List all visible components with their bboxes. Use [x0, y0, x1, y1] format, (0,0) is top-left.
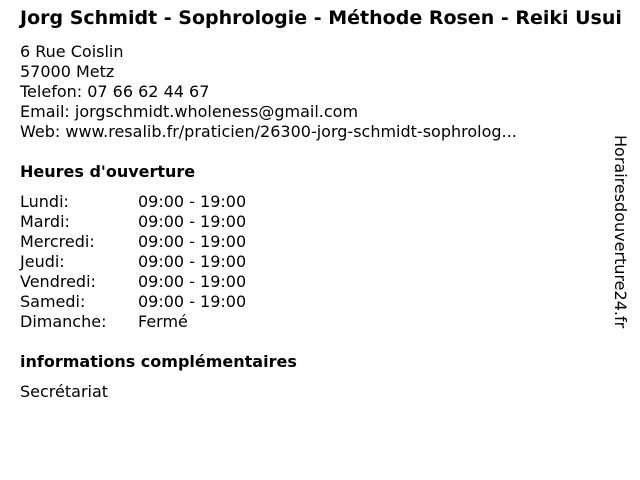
- hours-time: 09:00 - 19:00: [138, 232, 247, 251]
- opening-hours-table: [20, 192, 620, 332]
- phone-number: Telefon: 07 66 62 44 67: [20, 82, 210, 101]
- hours-row: [20, 212, 620, 232]
- additional-info-heading: informations complémentaires: [20, 352, 297, 371]
- hours-day: Samedi:: [20, 292, 86, 311]
- hours-row: [20, 312, 620, 332]
- hours-row: [20, 252, 620, 272]
- hours-row: [20, 232, 620, 252]
- street-address: 6 Rue Coislin: [20, 42, 124, 61]
- hours-time: 09:00 - 19:00: [138, 212, 247, 231]
- hours-day: Vendredi:: [20, 272, 96, 291]
- site-watermark: Horairesdouverture24.fr: [611, 135, 630, 329]
- opening-hours-heading: Heures d'ouverture: [20, 162, 196, 181]
- hours-time: Fermé: [138, 312, 188, 331]
- additional-info-item: Secrétariat: [20, 382, 109, 401]
- hours-day: Lundi:: [20, 192, 69, 211]
- website-url: Web: www.resalib.fr/praticien/26300-jorg-schmidt-sophrolog...: [20, 122, 517, 141]
- hours-day: Jeudi:: [20, 252, 65, 271]
- business-card: [20, 8, 620, 402]
- business-title: Jorg Schmidt - Sophrologie - Méthode Rosen - Reiki Usui: [20, 7, 622, 29]
- hours-time: 09:00 - 19:00: [138, 192, 247, 211]
- hours-row: [20, 192, 620, 212]
- hours-day: Mercredi:: [20, 232, 95, 251]
- hours-time: 09:00 - 19:00: [138, 272, 247, 291]
- address-block: [20, 42, 620, 142]
- hours-time: 09:00 - 19:00: [138, 292, 247, 311]
- hours-day: Mardi:: [20, 212, 70, 231]
- city-address: 57000 Metz: [20, 62, 115, 81]
- hours-time: 09:00 - 19:00: [138, 252, 247, 271]
- hours-row: [20, 272, 620, 292]
- hours-day: Dimanche:: [20, 312, 107, 331]
- hours-row: [20, 292, 620, 312]
- email-address: Email: jorgschmidt.wholeness@gmail.com: [20, 102, 359, 121]
